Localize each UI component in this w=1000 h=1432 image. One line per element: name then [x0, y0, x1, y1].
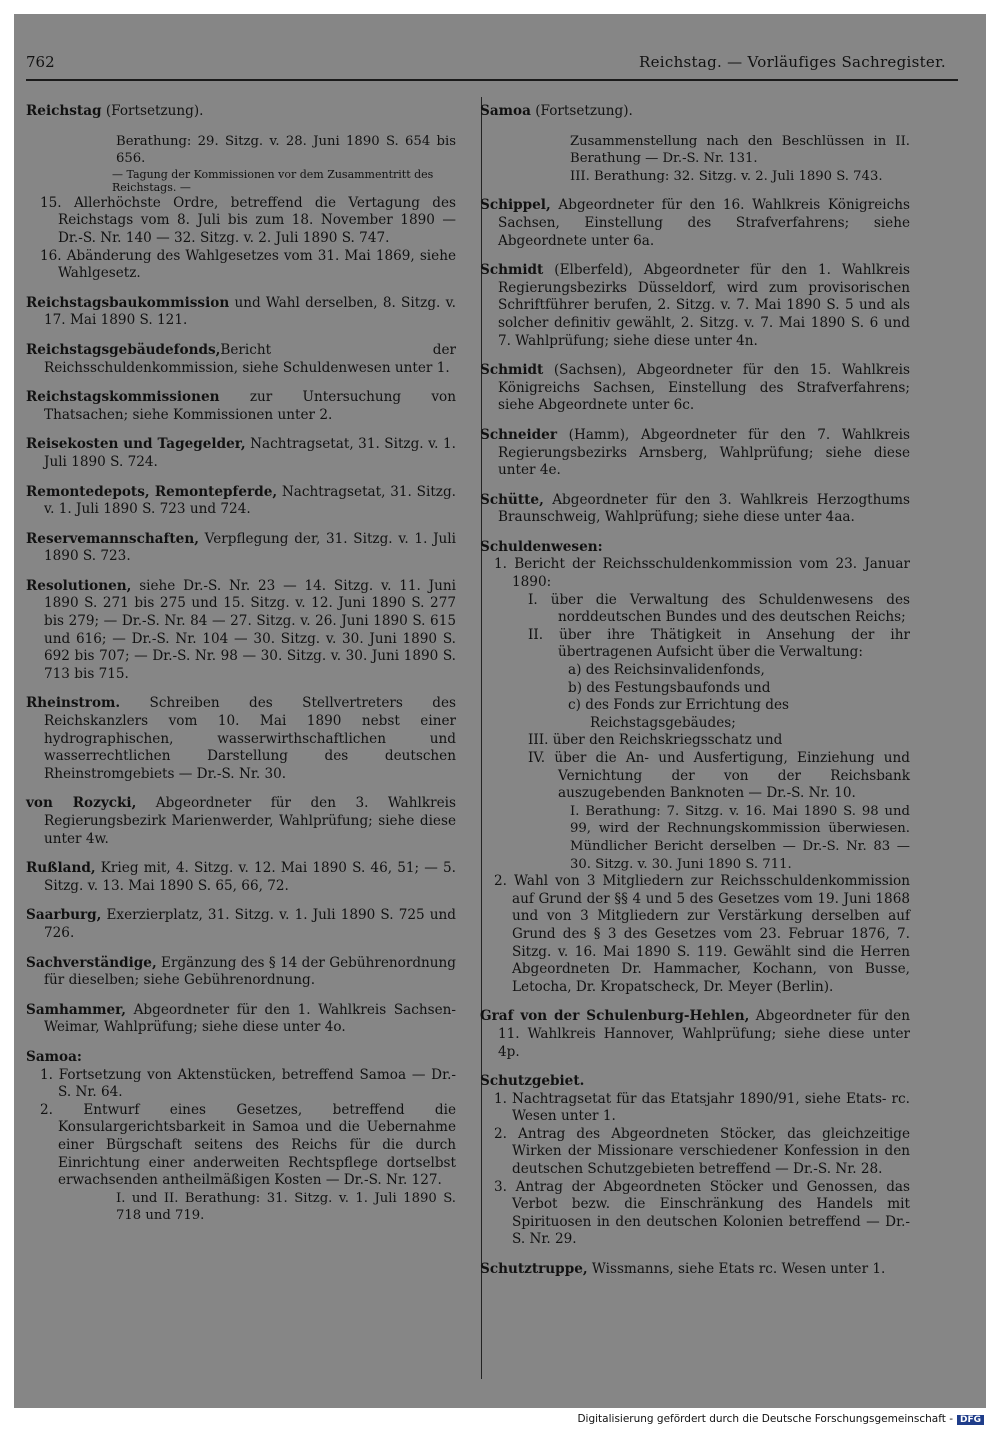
header-rule — [26, 79, 958, 81]
entry-headword: Reisekosten und Tagegelder, — [26, 436, 246, 453]
entry-headword: von Rozycki, — [26, 795, 137, 812]
entry-headword: Schmidt — [480, 362, 544, 379]
entry-text: (Fortsetzung). — [530, 103, 633, 119]
numbered-item: 1. Bericht der Reichsschuldenkommission vom 23. Januar 1890: — [494, 556, 910, 591]
entry-text: Abgeordneter für den 16. Wahlkreis Königreichs Sachsen, Einstellung des Strafverfahrens; siehe Abgeordnete unter 6a. — [498, 197, 910, 249]
roman-item: IV. über die An- und Ausfertigung, Einziehung und Vernichtung der von der Reichsbank auszugebenden Banknoten — Dr.-S. Nr. 10. — [528, 750, 910, 802]
register-entry — [26, 531, 456, 566]
entry-headword: Schmidt — [480, 262, 544, 279]
entry-headword: Reichstagsgebäudefonds, — [26, 341, 221, 358]
letter-item: b) des Festungsbaufonds und — [568, 679, 771, 696]
entry-text: Ergänzung des § 14 der Gebührenordnung für dieselben; siehe Gebührenordnung. — [44, 954, 456, 989]
register-entry — [480, 197, 910, 250]
register-entry — [480, 362, 910, 415]
entry-headword: Samoa — [480, 103, 531, 119]
entry-headword: Schütte, — [480, 491, 544, 508]
section-heading: Schuldenwesen: — [480, 538, 603, 555]
register-entry — [480, 103, 910, 121]
entry-text: (Hamm), Abgeordneter für den 7. Wahlkreis Regierungsbezirks Arnsberg, Wahlprüfung; siehe diese unter 4e. — [498, 426, 910, 479]
entry-text: Abgeordneter für den 1. Wahlkreis Sachsen-Weimar, Wahlprüfung; siehe diese unter 4o. — [44, 1001, 456, 1036]
running-title: Reichstag. — Vorläufiges Sachregister. — [639, 53, 946, 71]
register-entry — [480, 492, 910, 527]
register-entry — [26, 695, 456, 783]
letter-item: c) des Fonds zur Errichtung des Reichstagsgebäudes; — [568, 697, 789, 731]
numbered-item: 1. Fortsetzung von Aktenstücken, betreffend Samoa — Dr.-S. Nr. 64. — [40, 1066, 456, 1101]
entry-headword: Schutztruppe, — [480, 1261, 588, 1278]
entry-headword: Reichstagskommissionen — [26, 389, 220, 406]
entry-headword: Schneider — [480, 426, 557, 443]
entry-text: Abgeordneter für den 3. Wahlkreis Regierungsbezirk Marienwerder, Wahlprüfung; siehe diese unter 4w. — [44, 795, 456, 847]
register-entry — [480, 262, 910, 350]
entry-text: Verpflegung der, 31. Sitzg. v. 1. Juli 1890 S. 723. — [44, 530, 456, 565]
numbered-item: 3. Antrag der Abgeordneten Stöcker und Genossen, das Verbot bezw. die Einschränkung des Handels mit Spirituosen in den deutschen Kolonien betreffend — Dr.-S. Nr. 29. — [494, 1178, 910, 1248]
register-entry — [26, 860, 456, 895]
register-entry — [26, 389, 456, 424]
numbered-item: 1. Nachtragsetat für das Etatsjahr 1890/91, siehe Etats- rc. Wesen unter 1. — [494, 1090, 910, 1125]
entry-headword: Rheinstrom. — [26, 695, 121, 712]
numbered-item: 15. Allerhöchste Ordre, betreffend die Vertagung des Reichstags vom 8. Juli bis zum 18. November 1890 — Dr.-S. Nr. 140 — 32. Sitzg. v. 2. Juli 1890 S. 747. — [40, 194, 456, 246]
numbered-item: 2. Wahl von 3 Mitgliedern zur Reichsschuldenkommission auf Grund der §§ 4 und 5 des Gesetzes vom 19. Juni 1868 und von 3 Mitgliedern zur Verstärkung derselben auf Grund des § 3 des Gesetzes vom 23. Februar 1876, 7. Sitzg. v. 16. Mai 1890 S. 119. Gewählt sind die Herren Abgeordneten Dr. Hammacher, Kochann, von Busse, Letocha, Dr. Kropatscheck, Dr. Meyer (Berlin). — [494, 873, 910, 995]
register-entry — [26, 795, 456, 848]
entry-text: Wissmanns, siehe Etats rc. Wesen unter 1. — [587, 1261, 886, 1278]
register-entry — [480, 427, 910, 480]
entry-headword: Saarburg, — [26, 907, 102, 924]
footer-credit — [577, 1413, 984, 1425]
entry-text: Nachtragsetat, 31. Sitzg. v. 1. Juli 1890 S. 723 und 724. — [44, 483, 456, 518]
section-heading: Schutzgebiet. — [480, 1073, 585, 1090]
entry-headword: Reservemannschaften, — [26, 530, 199, 547]
register-entry — [26, 103, 456, 121]
register-entry — [26, 342, 456, 377]
roman-item: II. über ihre Thätigkeit in Ansehung der ihr übertragenen Aufsicht über die Verwaltung: — [528, 626, 910, 661]
deliberation-note: Zusammenstellung nach den Beschlüssen in II. Berathung — Dr.-S. Nr. 131. — [570, 133, 910, 167]
entry-headword: Resolutionen, — [26, 577, 132, 594]
register-entry — [480, 1261, 910, 1279]
deliberation-note: III. Berathung: 32. Sitzg. v. 2. Juli 1890 S. 743. — [570, 168, 883, 184]
numbered-item: 2. Antrag des Abgeordneten Stöcker, das gleichzeitige Wirken der Missionare verschiedener Konfession in den deutschen Schutzgebieten betreffend — Dr.-S. Nr. 28. — [494, 1125, 910, 1178]
entry-subline: Berathung: 29. Sitzg. v. 28. Juni 1890 S. 654 bis 656. — [116, 133, 456, 167]
register-entry — [26, 955, 456, 990]
register-entry — [26, 436, 456, 471]
entry-text: Nachtragsetat, 31. Sitzg. v. 1. Juli 1890 S. 724. — [44, 436, 456, 470]
right-column — [480, 103, 910, 1291]
entry-text: Bericht der Reichsschuldenkommission, siehe Schuldenwesen unter 1. — [44, 341, 456, 376]
page-number: 762 — [26, 53, 55, 71]
entry-text: (Sachsen), Abgeordneter für den 15. Wahlkreis Königreichs Sachsen, Einstellung des Strafverfahrens; siehe Abgeordnete unter 6c. — [498, 362, 910, 414]
register-entry — [26, 1002, 456, 1037]
entry-text: (Fortsetzung). — [101, 103, 204, 119]
letter-item: a) des Reichsinvalidenfonds, — [568, 662, 765, 679]
numbered-item: 16. Abänderung des Wahlgesetzes vom 31. Mai 1869, siehe Wahlgesetz. — [40, 247, 456, 282]
entry-text: siehe Dr.-S. Nr. 23 — 14. Sitzg. v. 11. Juni 1890 S. 271 bis 275 und 15. Sitzg. v. 12. Juni 1890 S. 277 bis 279; — Dr.-S. Nr. 84 — 27. Sitzg. v. 26. Juni 1890 S. 615 und 616; — Dr.-S. Nr. 104 — 30. Sitzg. v. 30. Juni 1890 S. 692 bis 707; — Dr.-S. Nr. 98 — 30. Sitzg. v. 30. Juni 1890 S. 713 bis 715. — [44, 577, 456, 682]
entry-text: zur Untersuchung von Thatsachen; siehe Kommissionen unter 2. — [44, 389, 456, 423]
entry-headword: Remontedepots, Remontepferde, — [26, 483, 278, 500]
entry-headword: Graf von der Schulenburg-Hehlen, — [480, 1008, 750, 1025]
entry-headword: Schippel, — [480, 197, 551, 214]
register-entry — [26, 484, 456, 519]
section-note: — Tagung der Kommissionen vor dem Zusammentritt des Reichstags. — — [112, 167, 434, 195]
entry-text: Abgeordneter für den 11. Wahlkreis Hannover, Wahlprüfung; siehe diese unter 4p. — [498, 1008, 910, 1060]
entry-headword: Samhammer, — [26, 1001, 127, 1018]
left-column — [26, 103, 456, 1225]
entry-headword: Reichstag — [26, 103, 102, 119]
entry-headword: Reichstagsbaukommission — [26, 294, 230, 311]
register-entry — [26, 907, 456, 942]
roman-item: I. über die Verwaltung des Schuldenwesens des norddeutschen Bundes und des deutschen Reichs; — [528, 591, 910, 626]
entry-headword: Sachverständige, — [26, 954, 157, 971]
entry-text: Abgeordneter für den 3. Wahlkreis Herzogthums Braunschweig, Wahlprüfung; siehe diese unter 4aa. — [498, 491, 910, 526]
entry-text: und Wahl derselben, 8. Sitzg. v. 17. Mai 1890 S. 121. — [44, 294, 456, 329]
dfg-logo: DFG — [957, 1415, 984, 1425]
running-header — [26, 53, 958, 79]
numbered-item: 2. Entwurf eines Gesetzes, betreffend die Konsulargerichtsbarkeit in Samoa und die Uebernahme einer Bürgschaft seitens des Reichs für die durch Einrichtung einer anderweiten Rechtspflege dortselbst erwachsenden antheilmäßigen Kosten — Dr.-S. Nr. 127. — [40, 1101, 456, 1189]
section-heading: Samoa: — [26, 1048, 82, 1065]
deliberation-note: I. Berathung: 7. Sitzg. v. 16. Mai 1890 S. 98 und 99, wird der Rechnungskommission überwiesen. Mündlicher Bericht derselben — Dr.-S. Nr. 83 — 30. Sitzg. v. 30. Juni 1890 S. 711. — [570, 803, 910, 872]
register-entry — [480, 1008, 910, 1061]
entry-text: Krieg mit, 4. Sitzg. v. 12. Mai 1890 S. 46, 51; — 5. Sitzg. v. 13. Mai 1890 S. 65, 66, 72. — [44, 860, 456, 894]
roman-item: III. über den Reichskriegsschatz und — [528, 732, 783, 749]
entry-text: Schreiben des Stellvertreters des Reichskanzlers vom 10. Mai 1890 nebst einer hydrographischen, wasserwirthschaftlichen und wasserrechtlichen Darstellung des deutschen Rheinstromgebiets — Dr.-S. Nr. 30. — [44, 695, 456, 782]
entry-headword: Rußland, — [26, 860, 96, 877]
register-entry — [26, 295, 456, 330]
entry-text: (Elberfeld), Abgeordneter für den 1. Wahlkreis Regierungsbezirks Düsseldorf, wird zum provisorischen Schriftführer berufen, 2. Sitzg. v. 7. Mai 1890 S. 5 und als solcher definitiv gewählt, 2. Sitzg. v. 7. Mai 1890 S. 6 und 7. Wahlprüfung; siehe diese unter 4n. — [498, 262, 910, 349]
entry-text: Exerzierplatz, 31. Sitzg. v. 1. Juli 1890 S. 725 und 726. — [44, 907, 456, 941]
footer-text: Digitalisierung gefördert durch die Deutsche Forschungsgemeinschaft - — [577, 1413, 953, 1425]
deliberation-note: I. und II. Berathung: 31. Sitzg. v. 1. Juli 1890 S. 718 und 719. — [116, 1190, 456, 1224]
register-entry — [26, 578, 456, 684]
